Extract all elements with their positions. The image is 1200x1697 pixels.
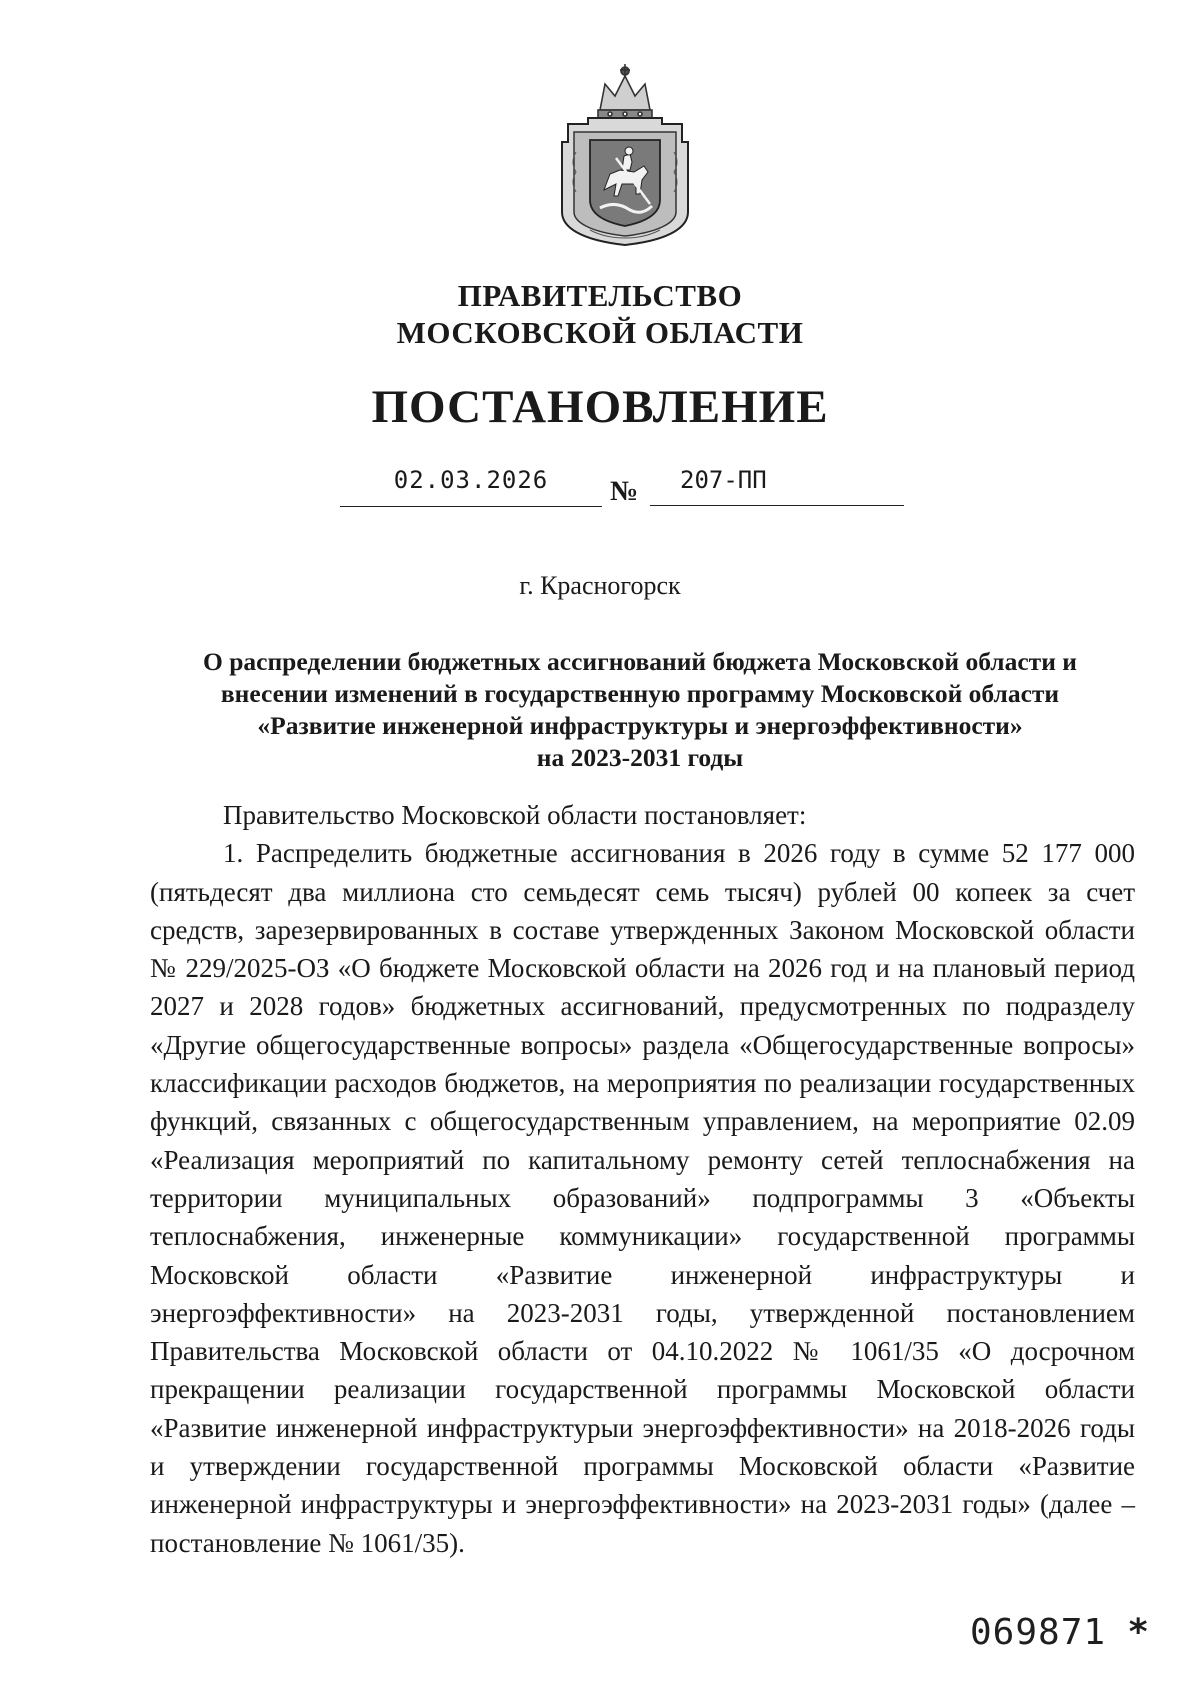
place-of-issue: г. Красногорск <box>519 571 681 600</box>
document-title <box>140 646 1140 774</box>
serial-mark: * <box>1128 1612 1149 1653</box>
document-number: 207-ПП <box>650 462 904 506</box>
serial-digits: 069871 <box>970 1612 1107 1653</box>
body-paragraph-1: 1. Распределить бюджетные ассигнования в 2026 году в сумме 52 177 000 (пятьдесят два миллиона сто семьдесят семь тысяч) рублей 00 копеек за счет средств, зарезервированных в составе утвержденных Законом Московской области № 229/2025-ОЗ «О бюджете Московской области на 2026 год и на плановый период 2027 и 2028 годов» бюджетных ассигнований, предусмотренных по подразделу «Другие общегосударственные вопросы» раздела «Общегосударственные вопросы» классификации расходов бюджетов, на мероприятия по реализации государственных функций, связанных с общегосударственным управлением, на мероприятие 02.09 «Реализация мероприятий по капитальному ремонту сетей теплоснабжения на территории муниципальных образований» подпрограммы 3 «Объекты теплоснабжения, инженерные коммуникации» государственной программы Московской области «Развитие инженерной инфраструктуры и энергоэффективности» на 2023-2031 годы, утвержденной постановлением Правительства Московской области от 04.10.2022 № 1061/35 «О досрочном прекращении реализации государственной программы Московской области «Развитие инженерной инфраструктурыи энергоэффективности» на 2018-2026 годы и утверждении государственной программы Московской области «Развитие инженерной инфраструктуры и энергоэффективности» на 2023-2031 годы» (далее – постановление № 1061/35). <box>150 838 1135 1558</box>
title-line-4: на 2023-2031 годы <box>536 743 744 772</box>
authority-line-1: ПРАВИТЕЛЬСТВО <box>457 278 743 313</box>
number-sign: № <box>610 476 639 507</box>
issuing-authority <box>0 277 1200 351</box>
document-date: 02.03.2026 <box>340 462 602 507</box>
document-body <box>150 796 1135 1562</box>
title-line-3: «Развитие инженерной инфраструктуры и энергоэффективности» <box>257 711 1023 740</box>
moscow-oblast-coat-of-arms-icon <box>560 62 690 247</box>
title-line-2: внесении изменений в государственную программу Московской области <box>220 679 1060 708</box>
body-intro: Правительство Московской области постановляет: <box>223 800 807 830</box>
authority-line-2: МОСКОВСКОЙ ОБЛАСТИ <box>396 315 804 350</box>
form-serial-number <box>970 1612 1149 1654</box>
registration-line <box>0 462 1200 510</box>
document-type: ПОСТАНОВЛЕНИЕ <box>371 381 829 433</box>
title-line-1: О распределении бюджетных ассигнований бюджета Московской области и <box>203 647 1077 676</box>
